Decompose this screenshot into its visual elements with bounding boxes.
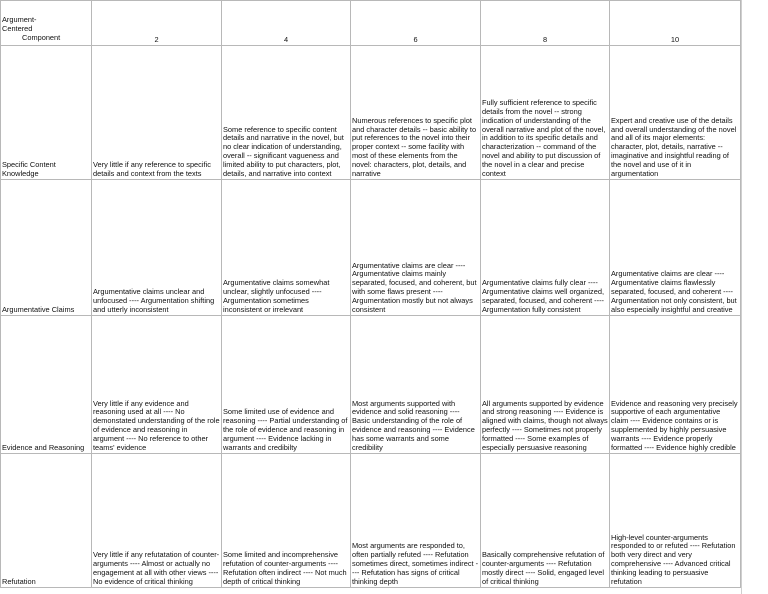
- rubric-cell: Evidence and reasoning very precisely supportive of each argumentative claim ---- Evidence contains or is supplemented by highly persuasive warrants ---- Evidence properly formatted ---- Evidence highly credible: [610, 316, 741, 454]
- rubric-cell: Very little if any refutatation of counter-arguments ---- Almost or actually no engagement at all with other views ---- No evidence of critical thinking: [92, 454, 222, 588]
- row-argumentative-claims: [1, 180, 741, 316]
- rubric-cell: Very little if any evidence and reasoning used at all ---- No demonstated understanding of the role of evidence and reasoning in argument ---- No reference to other teams' evidence: [92, 316, 222, 454]
- rubric-cell: Some limited use of evidence and reasoning ---- Partial understanding of the role of evidence and reasoning in argument ---- Evidence lacking in warrants and credibilty: [222, 316, 351, 454]
- row-label: Argumentative Claims: [1, 180, 92, 316]
- rubric-cell: Argumentative claims are clear ---- Argumentative claims flawlessly separated, focused, and coherent ---- Argumentation not only consistent, but also especially insightful and creative: [610, 180, 741, 316]
- rubric-cell: Some limited and incomprehensive refutation of counter-arguments ---- Refutation often indirect ---- Not much depth of critical thinking: [222, 454, 351, 588]
- rubric-cell: High-level counter-arguments responded to or refuted ---- Refutation both very direct and very comprehensive ---- Advanced critical thinking leading to persuasive refutation: [610, 454, 741, 588]
- rubric-cell: Numerous references to specific plot and character details -- basic ability to put references to the novel into their proper context -- some facility with most of these elements from the novel: characters, plot, details, and narrative: [351, 46, 481, 180]
- rubric-cell: Some reference to specific content details and narrative in the novel, but no clear indication of understanding, overall -- significant vagueness and limited ability to put characters, plot, details, and narrative into context: [222, 46, 351, 180]
- rubric-cell: Basically comprehensive refutation of counter-arguments ---- Refutation mostly direct ---- Solid, engaged level of critical thinking: [481, 454, 610, 588]
- rubric-cell: All arguments supported by evidence and strong reasoning ---- Evidence is aligned with claims, though not always perfectly ---- Sometimes not properly formatted ---- Some examples of especially persuasive reasoning: [481, 316, 610, 454]
- rubric-cell: Argumentative claims fully clear ---- Argumentative claims well organized, separated, focused, and coherent ---- Argumentation fully consistent: [481, 180, 610, 316]
- rubric-cell: Very little if any reference to specific details and context from the texts: [92, 46, 222, 180]
- page-right-margin: [741, 0, 768, 594]
- score-header-6: 6: [351, 1, 481, 46]
- rubric-cell: Argumentative claims are clear ---- Argumentative claims mainly separated, focused, and coherent, but with some flaws present ---- Argumentation mostly but not always consistent: [351, 180, 481, 316]
- header-row: [1, 1, 741, 46]
- rubric-cell: Expert and creative use of the details and overall understanding of the novel and all of its major elements: character, plot, details, narrative -- imaginative and insightful reading of the novel and use of it in argumentation: [610, 46, 741, 180]
- row-specific-content-knowledge: [1, 46, 741, 180]
- row-label: Specific Content Knowledge: [1, 46, 92, 180]
- rubric-cell: Argumentative claims unclear and unfocused ---- Argumentation shifting and utterly inconsistent: [92, 180, 222, 316]
- header-line-1: Argument-: [2, 15, 37, 25]
- score-header-4: 4: [222, 1, 351, 46]
- rubric-cell: Most arguments supported with evidence and solid reasoning ---- Basic understanding of the role of evidence and reasoning ---- Evidence has some warrants and some credibility: [351, 316, 481, 454]
- row-evidence-and-reasoning: [1, 316, 741, 454]
- rubric-cell: Argumentative claims somewhat unclear, slightly unfocused ---- Argumentation sometimes inconsistent or irrelevant: [222, 180, 351, 316]
- score-header-2: 2: [92, 1, 222, 46]
- row-refutation: [1, 454, 741, 588]
- row-label: Refutation: [1, 454, 92, 588]
- rubric-cell: Most arguments are responded to, often partially refuted ---- Refutation sometimes direct, sometimes indirect ---- Refutation has signs of critical thinking depth: [351, 454, 481, 588]
- header-line-3: Component: [22, 33, 61, 43]
- header-line-2: Centered: [2, 24, 33, 34]
- score-header-10: 10: [610, 1, 741, 46]
- rubric-cell: Fully sufficient reference to specific details from the novel -- strong indication of understanding of the overall narrative and plot of the novel, in addition to its specific details and characterization -- command of the novel and ability to put discussion of the novel in a clear and precise context: [481, 46, 610, 180]
- row-label: Evidence and Reasoning: [1, 316, 92, 454]
- component-header: [1, 1, 92, 46]
- score-header-8: 8: [481, 1, 610, 46]
